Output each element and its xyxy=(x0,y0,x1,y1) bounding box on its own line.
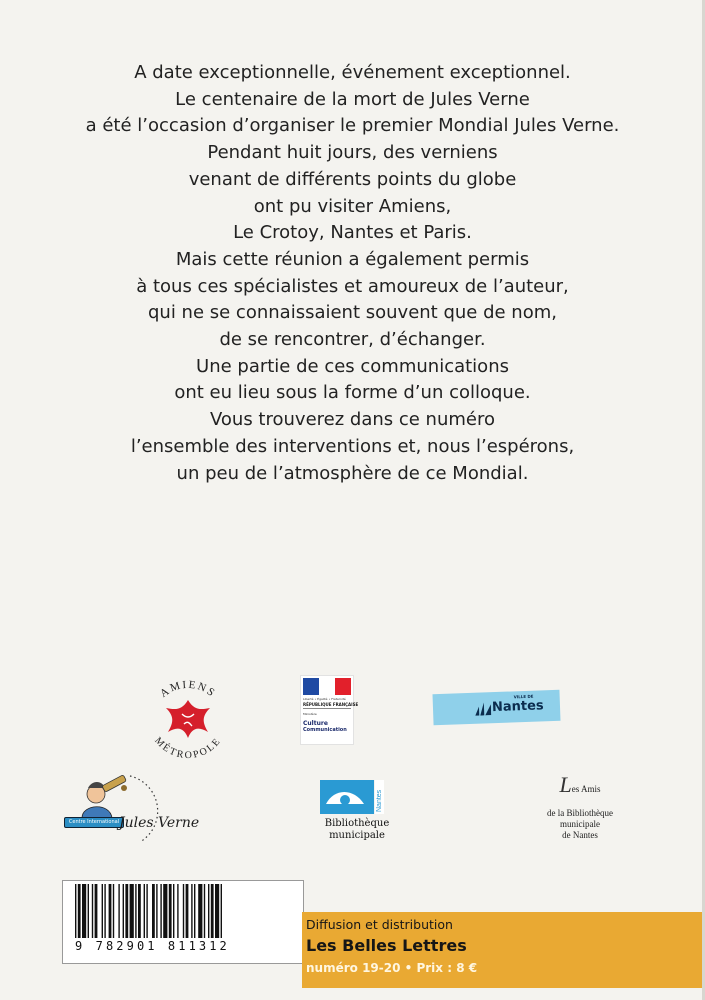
blurb-line: A date exceptionnelle, événement exceptionnel. xyxy=(134,62,571,83)
bm-side-text: Nantes xyxy=(376,789,383,812)
svg-text:MÉTROPOLE xyxy=(152,735,223,761)
publisher-name: Les Belles Lettres xyxy=(306,936,467,955)
blurb-line: a été l’occasion d’organiser le premier Mondial Jules Verne. xyxy=(85,115,620,137)
barcode-bar xyxy=(160,884,161,938)
barcode-bar xyxy=(144,884,145,938)
barcode xyxy=(62,880,304,964)
barcode-bar xyxy=(130,884,134,938)
barcode-bar xyxy=(169,884,172,938)
issue-price: numéro 19-20 • Prix : 8 € xyxy=(306,961,478,975)
barcode-bar xyxy=(204,884,205,938)
blurb-line: Vous trouverez dans ce numéro xyxy=(210,409,495,431)
barcode-bar xyxy=(156,884,157,938)
amiens-bottom-text: MÉTROPOLE xyxy=(152,735,224,762)
amis-line1-rest: es Amis xyxy=(571,784,601,794)
barcode-bar xyxy=(138,884,141,938)
barcode-bar xyxy=(95,884,98,938)
blurb-line: l’ensemble des interventions et, nous l’espérons, xyxy=(130,435,575,457)
bibliotheque-municipale-logo xyxy=(312,780,402,846)
blurb-line: Le centenaire de la mort de Jules Verne xyxy=(175,88,530,110)
amiens-metropole-logo xyxy=(138,668,238,770)
ministere-motto: Liberté • Égalité • Fraternité xyxy=(303,697,346,701)
barcode-bar xyxy=(152,884,155,938)
nantes-ville-de: VILLE DE xyxy=(513,693,534,700)
barcode-bar xyxy=(104,884,105,938)
ministere-divider xyxy=(303,708,351,709)
blurb-line: Pendant huit jours, des verniens xyxy=(207,142,498,164)
nantes-name: Nantes xyxy=(491,698,544,716)
blurb-line: de se rencontrer, d’échanger. xyxy=(219,329,486,351)
blurb-line: Une partie de ces communications xyxy=(196,355,509,377)
barcode-bar xyxy=(88,884,89,938)
amis-line1 xyxy=(530,772,630,797)
library-eye-icon xyxy=(320,780,384,814)
back-cover-text xyxy=(40,60,665,487)
barcode-bar xyxy=(163,884,167,938)
blurb-line: un peu de l’atmosphère de ce Mondial. xyxy=(176,462,529,484)
barcode-bar xyxy=(82,884,86,938)
barcode-bar xyxy=(78,884,81,938)
barcode-bar xyxy=(215,884,219,938)
barcode-bar xyxy=(123,884,124,938)
barcode-bar xyxy=(135,884,136,938)
red-star-flower-icon xyxy=(166,700,210,738)
amis-bibliotheque-logo xyxy=(530,772,630,848)
blurb-line: Mais cette réunion a également permis xyxy=(175,248,530,270)
blurb-line: qui ne se connaissaient souvent que de nom, xyxy=(148,302,557,324)
amis-line2: de la Bibliothèque xyxy=(547,808,613,818)
barcode-bar xyxy=(109,884,112,938)
cijv-banner-text: Centre International xyxy=(64,817,124,828)
barcode-bar xyxy=(194,884,195,938)
astronomer-icon xyxy=(82,775,127,818)
distribution-banner xyxy=(302,912,702,988)
amis-initial: L xyxy=(559,772,572,797)
blurb-line: Le Crotoy, Nantes et Paris. xyxy=(233,222,472,244)
nantes-mark-icon xyxy=(475,702,491,716)
ministere-label: Ministère xyxy=(303,712,317,716)
barcode-bar xyxy=(191,884,192,938)
ministere-culture-line1: Culture xyxy=(303,720,328,727)
barcode-bar xyxy=(113,884,114,938)
barcode-bar xyxy=(75,884,76,938)
barcode-bar xyxy=(92,884,93,938)
barcode-bar xyxy=(146,884,147,938)
ville-de-nantes-logo xyxy=(432,690,560,725)
french-flag-icon xyxy=(303,678,351,695)
barcode-bars xyxy=(75,884,293,940)
ministere-culture-text xyxy=(303,720,351,734)
ministere-culture-line2: Communication xyxy=(303,727,347,733)
amiens-top-text: AMIENS xyxy=(157,678,219,700)
blurb-line: ont pu visiter Amiens, xyxy=(253,195,452,217)
amis-line4: de Nantes xyxy=(562,830,598,840)
barcode-bar xyxy=(186,884,189,938)
barcode-digits: 9 782901 811312 xyxy=(75,939,230,953)
blurb-line: ont eu lieu sous la forme d’un colloque. xyxy=(174,382,531,404)
barcode-bar xyxy=(125,884,128,938)
barcode-bar xyxy=(177,884,178,938)
barcode-bar xyxy=(211,884,214,938)
barcode-bar xyxy=(118,884,119,938)
barcode-bar xyxy=(208,884,209,938)
blurb-line: à tous ces spécialistes et amoureux de l’auteur, xyxy=(136,275,569,297)
ministere-culture-logo xyxy=(300,675,359,745)
amis-line3: municipale xyxy=(560,819,600,829)
ministere-republique: RÉPUBLIQUE FRANÇAISE xyxy=(303,702,359,707)
cijv-script-text: Jules Verne xyxy=(119,815,200,831)
barcode-bar xyxy=(183,884,184,938)
bm-line2: municipale xyxy=(329,830,385,841)
bm-line1: Bibliothèque xyxy=(324,818,390,829)
svg-text:AMIENS xyxy=(158,679,218,700)
barcode-bar xyxy=(102,884,103,938)
centre-jules-verne-logo xyxy=(62,772,212,850)
barcode-bar xyxy=(173,884,174,938)
blurb-line: venant de différents points du globe xyxy=(188,168,517,190)
barcode-bar xyxy=(221,884,222,938)
barcode-bar xyxy=(198,884,202,938)
distribution-label: Diffusion et distribution xyxy=(306,917,453,932)
